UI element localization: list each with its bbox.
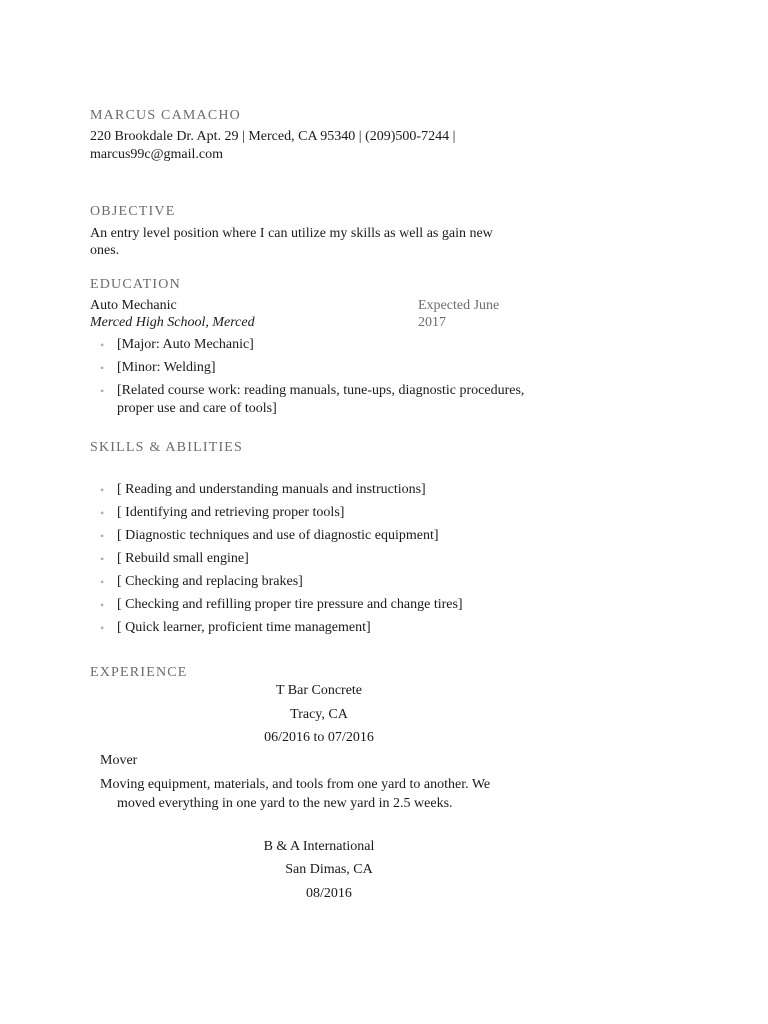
bullet-icon: • bbox=[100, 361, 105, 375]
bullet-icon: • bbox=[100, 598, 105, 612]
job-description-line2: moved everything in one yard to the new yard in 2.5 weeks. bbox=[117, 796, 453, 811]
job-description bbox=[100, 775, 540, 813]
bullet-icon: • bbox=[100, 621, 105, 635]
email-line: marcus99c@gmail.com bbox=[90, 147, 224, 162]
skills-heading: SKILLS & ABILITIES bbox=[90, 440, 244, 455]
list-item: • [ Diagnostic techniques and use of diagnostic equipment] bbox=[100, 528, 439, 543]
list-item: • [Major: Auto Mechanic] bbox=[100, 337, 254, 352]
job-description-line1: Moving equipment, materials, and tools from one yard to another. We bbox=[100, 777, 491, 792]
candidate-name: MARCUS CAMACHO bbox=[90, 108, 241, 123]
bullet-icon: • bbox=[100, 384, 105, 398]
job-title: Mover bbox=[100, 753, 138, 768]
list-item: • [ Rebuild small engine] bbox=[100, 551, 249, 566]
bullet-icon: • bbox=[100, 529, 105, 543]
education-heading: EDUCATION bbox=[90, 277, 181, 292]
education-date-line2: 2017 bbox=[418, 315, 446, 330]
list-item: • [ Quick learner, proficient time management] bbox=[100, 620, 371, 635]
education-list bbox=[100, 336, 540, 418]
job-company: T Bar Concrete bbox=[275, 683, 363, 698]
job-location: San Dimas, CA bbox=[285, 862, 373, 877]
list-item: • [Minor: Welding] bbox=[100, 360, 216, 375]
address-line: 220 Brookdale Dr. Apt. 29 | Merced, CA 95340 | (209)500-7244 | bbox=[90, 129, 456, 144]
job-dates: 08/2016 bbox=[306, 886, 352, 901]
education-date-line1: Expected June bbox=[418, 298, 500, 313]
list-item: • [ Checking and refilling proper tire pressure and change tires] bbox=[100, 597, 463, 612]
list-item: • [ Checking and replacing brakes] bbox=[100, 574, 303, 589]
objective-heading: OBJECTIVE bbox=[90, 204, 176, 219]
bullet-icon: • bbox=[100, 575, 105, 589]
objective-text-line2: ones. bbox=[90, 243, 120, 258]
skills-list bbox=[100, 481, 540, 637]
bullet-icon: • bbox=[100, 552, 105, 566]
job-dates: 06/2016 to 07/2016 bbox=[264, 730, 374, 745]
list-item: • [ Reading and understanding manuals and instructions] bbox=[100, 482, 426, 497]
education-school: Merced High School, Merced bbox=[90, 315, 255, 330]
bullet-icon: • bbox=[100, 506, 105, 520]
bullet-icon: • bbox=[100, 483, 105, 497]
list-item: • [Related course work: reading manuals, tune-ups, diagnostic procedures, proper use and care of tools] bbox=[100, 383, 525, 416]
job-company: B & A International bbox=[263, 839, 375, 854]
objective-text-line1: An entry level position where I can utilize my skills as well as gain new bbox=[90, 226, 493, 241]
job-location: Tracy, CA bbox=[290, 707, 348, 722]
experience-heading: EXPERIENCE bbox=[90, 665, 188, 680]
bullet-icon: • bbox=[100, 338, 105, 352]
contact-info bbox=[90, 128, 510, 164]
education-degree: Auto Mechanic bbox=[90, 298, 177, 313]
list-item: • [ Identifying and retrieving proper tools] bbox=[100, 505, 345, 520]
